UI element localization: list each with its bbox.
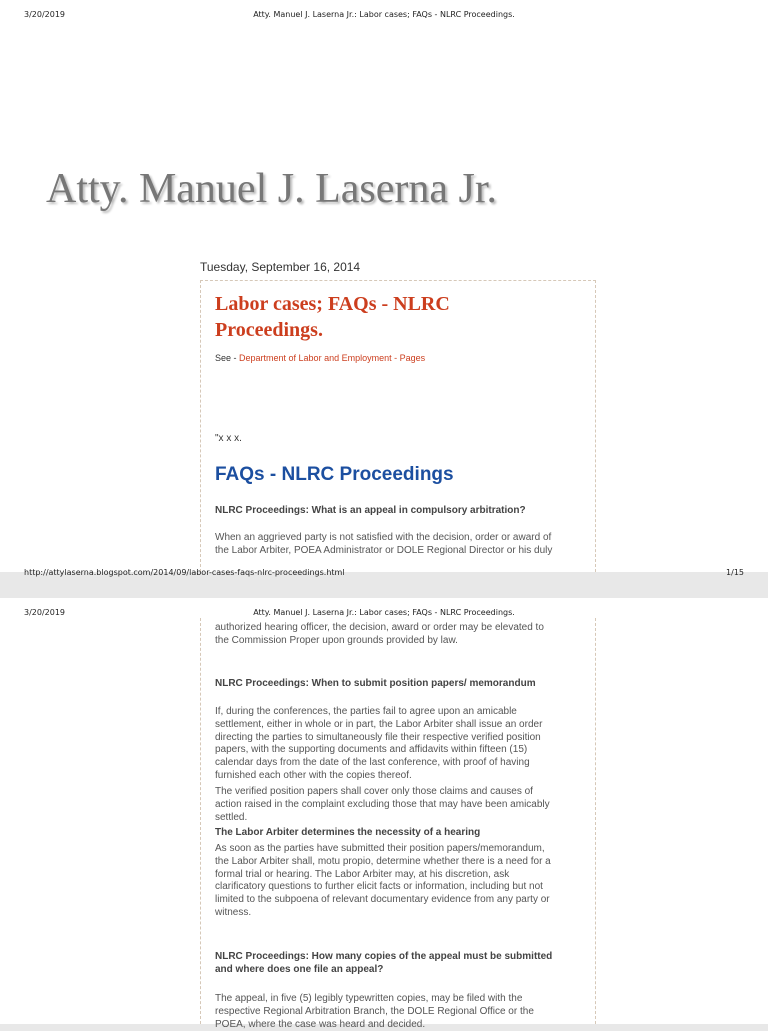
faq-heading: FAQs - NLRC Proceedings bbox=[215, 464, 454, 485]
print-date: 3/20/2019 bbox=[24, 10, 66, 19]
print-title: Atty. Manuel J. Laserna Jr.: Labor cases; FAQs - NLRC Proceedings. bbox=[253, 608, 515, 617]
post-title[interactable] bbox=[215, 291, 581, 343]
answer-appeal-line: When an aggrieved party is not satisfied with the decision, order or award of bbox=[215, 532, 552, 543]
quote-ellipsis: "x x x. bbox=[215, 433, 242, 444]
print-page-2 bbox=[0, 598, 768, 1030]
print-date: 3/20/2019 bbox=[24, 608, 66, 617]
blog-title[interactable]: Atty. Manuel J. Laserna Jr. bbox=[46, 166, 498, 212]
dole-pages-link[interactable]: Department of Labor and Employment - Pages bbox=[239, 353, 426, 363]
post-title-line-2: Proceedings. bbox=[215, 319, 323, 341]
answer-appeal-line: authorized hearing officer, the decision, award or order may be elevated to bbox=[215, 622, 544, 633]
print-title: Atty. Manuel J. Laserna Jr.: Labor cases; FAQs - NLRC Proceedings. bbox=[253, 10, 515, 19]
post-body bbox=[200, 280, 596, 572]
print-page-number: 1/15 bbox=[726, 568, 744, 577]
post-body-continued bbox=[200, 618, 596, 1030]
answer-hearing: As soon as the parties have submitted their position papers/memorandum, the Labor Arbiter shall, motu propio, determine whether there is a need for a formal trial or hearing. The Labor Arbiter may, at his discretion, ask clarificatory questions to further elicit facts or information, including but not limited to the subpoena of relevant documentary evidence from any party or witness. bbox=[215, 843, 551, 918]
answer-appeal-line: the Commission Proper upon grounds provided by law. bbox=[215, 634, 458, 646]
question-position-papers: NLRC Proceedings: When to submit position papers/ memorandum bbox=[215, 678, 536, 689]
subheading-hearing: The Labor Arbiter determines the necessity of a hearing bbox=[215, 827, 481, 838]
post-date: Tuesday, September 16, 2014 bbox=[200, 260, 361, 274]
question-appeal-copies: NLRC Proceedings: How many copies of the appeal must be submitted and where does one file an appeal? bbox=[215, 951, 553, 975]
see-prefix: See - bbox=[215, 353, 240, 363]
post-title-line-1: Labor cases; FAQs - NLRC bbox=[215, 293, 450, 315]
answer-position-papers: If, during the conferences, the parties fail to agree upon an amicable settlement, either in whole or in part, the Labor Arbiter shall issue an order directing the parties to simultaneously file their respective verified position papers, with the supporting documents and affidavits within fifteen (15) calendar days from the date of the last conference, with proof of having furnished each other with the copies thereof. bbox=[215, 706, 543, 781]
answer-position-papers-scope: The verified position papers shall cover only those claims and causes of action raised in the complaint excluding those that may have been amicably settled. bbox=[215, 786, 550, 823]
see-line bbox=[215, 353, 581, 363]
question-appeal: NLRC Proceedings: What is an appeal in compulsory arbitration? bbox=[215, 505, 526, 516]
answer-appeal-copies: The appeal, in five (5) legibly typewritten copies, may be filed with the respective Regional Arbitration Branch, the DOLE Regional Office or the POEA, where the case was heard and decided. bbox=[215, 993, 534, 1030]
print-url: http://attylaserna.blogspot.com/2014/09/labor-cases-faqs-nlrc-proceedings.html bbox=[24, 568, 345, 577]
answer-appeal-line: the Labor Arbiter, POEA Administrator or DOLE Regional Director or his duly bbox=[215, 544, 553, 556]
